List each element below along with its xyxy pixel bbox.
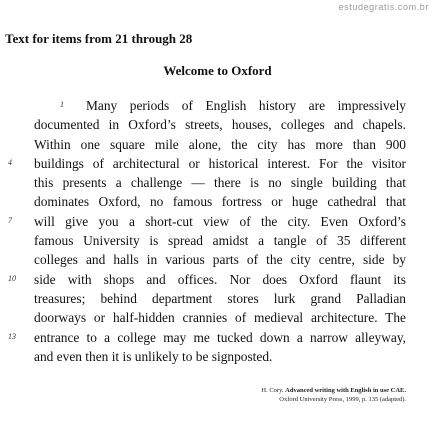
passage-line <box>34 115 406 134</box>
passage-line <box>34 96 406 115</box>
line-number: 7 <box>8 215 12 225</box>
passage-line <box>34 231 406 250</box>
line-number: 10 <box>8 273 16 283</box>
citation-author: H. Cory. <box>261 387 284 394</box>
passage-line <box>34 173 406 192</box>
line-text: treasures; behind department stores lurk grand Palladian <box>34 290 406 306</box>
line-text: documented in Oxford’s streets, houses, colleges and chapels. <box>34 117 406 133</box>
passage-line <box>34 250 406 269</box>
line-text: famous University is spread amidst a tangle of 35 different <box>34 233 406 249</box>
line-text: Many periods of English history are impressively <box>86 98 406 113</box>
line-text: side with shops and offices. Nor does Oxford flaunt its <box>34 271 406 287</box>
line-text: colleges and halls in various parts of the city centre, side by <box>34 252 406 268</box>
passage-line <box>34 135 406 154</box>
line-text: this presents a challenge — there is no single building that <box>34 175 406 191</box>
passage-line <box>34 308 406 327</box>
line-text: doorways or half-hidden crannies of medieval architecture. The <box>34 310 406 326</box>
line-number: 1 <box>60 100 64 109</box>
watermark: estudegratis.com.br <box>338 2 429 12</box>
line-number: 4 <box>8 157 12 167</box>
passage-line <box>34 192 406 211</box>
citation-source-line <box>230 386 406 395</box>
passage-line <box>34 347 406 366</box>
line-number: 13 <box>8 331 16 341</box>
passage-line <box>8 328 406 347</box>
citation-publisher: Oxford University Press, 1999, p. 135 (adapted). <box>279 396 406 403</box>
line-text: will give you a short-cut view of the city. Even Oxford’s <box>34 213 406 229</box>
passage-line <box>8 212 406 231</box>
passage-line <box>8 270 406 289</box>
line-text: and even then it is unlikely to be signposted. <box>34 348 273 364</box>
line-text: buildings of architectural or historical interest. For the visitor <box>34 155 406 171</box>
citation <box>230 386 406 404</box>
passage-text <box>8 96 406 366</box>
line-text: Within one square mile alone, the city has more than 900 <box>34 136 406 152</box>
line-text: dominates Oxford, no famous fortress or huge cathedral that <box>34 194 406 210</box>
passage-line <box>34 289 406 308</box>
passage-line <box>8 154 406 173</box>
section-heading: Text for items from 21 through 28 <box>5 31 193 46</box>
passage-title: Welcome to Oxford <box>163 63 272 78</box>
line-text: entrance to a college may me tucked down a narrow alleyway, <box>34 329 406 345</box>
citation-book: Advanced writing with English in use CAE. <box>285 387 406 394</box>
